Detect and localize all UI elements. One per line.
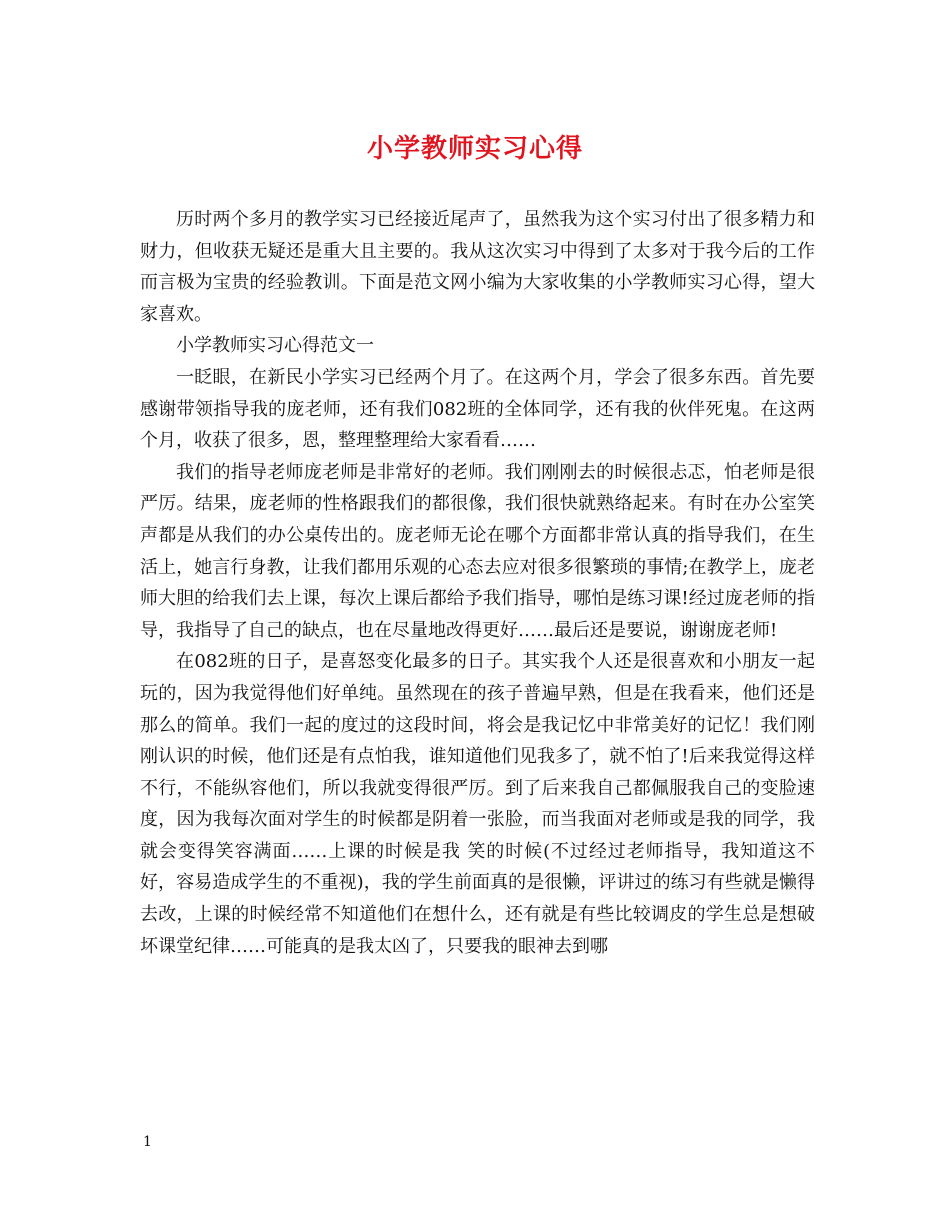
paragraph-section-heading: 小学教师实习心得范文一 — [176, 335, 374, 357]
paragraph-intro: 历时两个多月的教学实习已经接近尾声了，虽然我为这个实习付出了很多精力和财力，但收获无疑还是重大且主要的。我从这次实习中得到了太多对于我今后的工作而言极为宝贵的经验教训。下面是范文网小编为大家收集的小学教师实习心得，望大家喜欢。 — [140, 209, 815, 325]
document-body — [140, 204, 815, 962]
paragraph-2: 我们的指导老师庞老师是非常好的老师。我们刚刚去的时候很忐忑，怕老师是很严厉。结果，庞老师的性格跟我们的都很像，我们很快就熟络起来。有时在办公室笑声都是从我们的办公桌传出的。庞老师无论在哪个方面都非常认真的指导我们，在生活上，她言行身教，让我们都用乐观的心态去应对很多很繁琐的事情;在教学上，庞老师大胆的给我们去上课，每次上课后都给予我们指导，哪怕是练习课!经过庞老师的指导，我指导了自己的缺点，也在尽量地改得更好……最后还是要说，谢谢庞老师! — [140, 461, 815, 641]
page-number: 1 — [143, 1134, 152, 1150]
document-title: 小学教师实习心得 — [366, 134, 583, 164]
paragraph-3: 在082班的日子，是喜怒变化最多的日子。其实我个人还是很喜欢和小朋友一起玩的，因为我觉得他们好单纯。虽然现在的孩子普遍早熟，但是在我看来，他们还是那么的简单。我们一起的度过的这段时间，将会是我记忆中非常美好的记忆！我们刚刚认识的时候，他们还是有点怕我，谁知道他们见我多了，就不怕了!后来我觉得这样不行，不能纵容他们，所以我就变得很严厉。到了后来我自己都佩服我自己的变脸速度，因为我每次面对学生的时候都是阴着一张脸，而当我面对老师或是我的同学，我就会变得笑容满面……上课的时候是我 笑的时候(不过经过老师指导，我知道这不好，容易造成学生的不重视)，我的学生前面真的是很懒，评讲过的练习有些就是懒得去改，上课的时候经常不知道他们在想什么，还有就是有些比较调皮的学生总是想破坏课堂纪律……可能真的是我太凶了，只要我的眼神去到哪 — [140, 651, 815, 957]
paragraph-1: 一眨眼，在新民小学实习已经两个月了。在这两个月，学会了很多东西。首先要感谢带领指导我的庞老师，还有我们082班的全体同学，还有我的伙伴死鬼。在这两个月，收获了很多，恩，整理整理给大家看看…… — [140, 366, 815, 452]
